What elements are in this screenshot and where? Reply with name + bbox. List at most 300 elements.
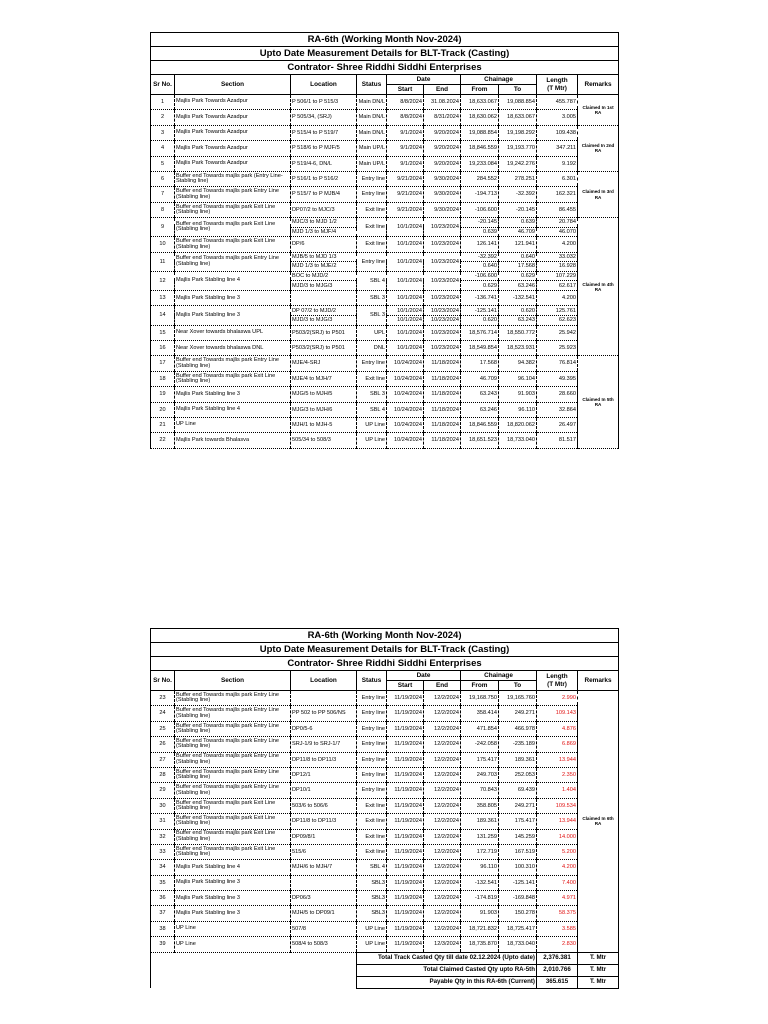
section-cell: Majlis Park Towards Azadpur <box>175 110 291 125</box>
col-status: Status <box>357 75 387 95</box>
start-date-cell: 11/19/2024 <box>387 706 424 721</box>
status-cell: Exit line <box>357 844 387 859</box>
col-date: Date <box>387 671 461 681</box>
end-date-cell: 11/18/2024 <box>424 402 461 417</box>
total-unit: T. Mtr <box>578 964 619 976</box>
sr-number: 7 <box>151 187 175 202</box>
end-date-cell: 12/2/2024 <box>424 829 461 844</box>
sr-number: 23 <box>151 691 175 706</box>
start-date-cell: 10/24/2024 <box>387 418 424 433</box>
location-cell: P 515/7 to P MJB/4 <box>291 187 357 202</box>
table-row <box>151 402 619 417</box>
sr-number: 35 <box>151 875 175 890</box>
measurement-table-2 <box>150 628 619 989</box>
start-date-cell: 9/1/2024 <box>387 141 424 156</box>
sheet-subtitle: Upto Date Measurement Details for BLT-Track (Casting) <box>151 643 619 657</box>
spacer <box>151 952 357 964</box>
length-cell: 125.761 <box>537 306 578 316</box>
section-cell: Majlis Park Stabling line 3 <box>175 387 291 402</box>
section-cell: Majlis Park Stabling line 3 <box>175 875 291 890</box>
location-cell: BOC to MJD/2 <box>291 271 357 281</box>
sr-number: 13 <box>151 291 175 306</box>
end-date-cell: 10/23/2024 <box>424 237 461 252</box>
col-start: Start <box>387 85 424 95</box>
measurement-sheet-2 <box>150 628 618 989</box>
sr-number: 9 <box>151 218 175 237</box>
col-location: Location <box>291 75 357 95</box>
status-cell: Exit line <box>357 371 387 386</box>
chainage-to-cell: 18,733.040 <box>499 937 537 952</box>
start-date-cell: 11/19/2024 <box>387 814 424 829</box>
location-cell: DP10/1 <box>291 783 357 798</box>
table-row <box>151 875 619 890</box>
col-to: To <box>499 85 537 95</box>
status-cell: Main DN/L <box>357 110 387 125</box>
start-date-cell: 11/19/2024 <box>387 767 424 782</box>
status-cell: Main DN/L <box>357 95 387 110</box>
start-date-cell: 11/19/2024 <box>387 737 424 752</box>
location-cell: PP 502 to PP 506/NS <box>291 706 357 721</box>
location-cell: 515/6 <box>291 844 357 859</box>
table-row <box>151 937 619 952</box>
length-cell: 107.229 <box>537 271 578 281</box>
total-row <box>151 964 619 976</box>
table-row <box>151 171 619 186</box>
table-row <box>151 767 619 782</box>
status-cell: Entry line <box>357 706 387 721</box>
section-cell: Buffer end Towards majlis park Exit Line (Stabling line) <box>175 202 291 217</box>
location-cell: MJE/4-SRJ <box>291 356 357 371</box>
end-date-cell: 12/2/2024 <box>424 798 461 813</box>
sr-number: 12 <box>151 271 175 290</box>
end-date-cell: 11/18/2024 <box>424 433 461 448</box>
end-date-cell: 12/2/2024 <box>424 814 461 829</box>
sr-number: 19 <box>151 387 175 402</box>
chainage-to-cell: 175.417 <box>499 814 537 829</box>
chainage-from-cell: 18,576.714 <box>461 325 499 340</box>
col-remarks: Remarks <box>578 671 619 691</box>
section-cell: Buffer end Towards majlis park Exit Line (Stabling line) <box>175 237 291 252</box>
start-date-cell: 11/19/2024 <box>387 844 424 859</box>
sr-number: 33 <box>151 844 175 859</box>
chainage-to-cell: 19,165.760 <box>499 691 537 706</box>
start-date-cell: 8/8/2024 <box>387 95 424 110</box>
location-cell: P 519/4-6, DN/L <box>291 156 357 171</box>
length-cell: 2.350 <box>537 767 578 782</box>
location-cell: MJH/5 to DP09/1 <box>291 906 357 921</box>
length-cell: 109.143 <box>537 706 578 721</box>
chainage-from-cell: -242.058 <box>461 737 499 752</box>
chainage-from-cell: 284.552 <box>461 171 499 186</box>
contractor-name: Contrator- Shree Riddhi Siddhi Enterprises <box>151 657 619 671</box>
chainage-to-cell: -20.145 <box>499 202 537 217</box>
start-date-cell: 9/1/2024 <box>387 125 424 140</box>
location-cell <box>291 291 357 306</box>
spacer <box>151 964 357 976</box>
start-date-cell: 11/19/2024 <box>387 906 424 921</box>
end-date-cell: 10/23/2024 <box>424 325 461 340</box>
chainage-to-cell: 0.620 <box>499 306 537 316</box>
end-date-cell: 9/20/2024 <box>424 125 461 140</box>
end-date-cell: 11/18/2024 <box>424 387 461 402</box>
chainage-from-cell: 18,846.559 <box>461 418 499 433</box>
end-date-cell: 9/30/2024 <box>424 202 461 217</box>
location-cell: MJH/6 to MJH/7 <box>291 860 357 875</box>
sr-number: 34 <box>151 860 175 875</box>
chainage-from-cell: 358.414 <box>461 706 499 721</box>
section-cell: Buffer end Towards majlis park Entry Line (Stabling line) <box>175 752 291 767</box>
length-cell: 62.623 <box>537 316 578 326</box>
start-date-cell: 11/19/2024 <box>387 752 424 767</box>
sheet-title: RA-6th (Working Month Nov-2024) <box>151 33 619 47</box>
status-cell: Entry line <box>357 691 387 706</box>
status-cell: SBL 3 <box>357 387 387 402</box>
section-cell: Buffer end Towards majlis park Exit Line (Stabling line) <box>175 844 291 859</box>
location-cell: DP06/3 <box>291 891 357 906</box>
end-date-cell: 12/3/2024 <box>424 937 461 952</box>
table-row <box>151 721 619 736</box>
sr-number: 27 <box>151 752 175 767</box>
chainage-from-cell: -20.145 <box>461 218 499 228</box>
location-cell: 505/34 to 508/3 <box>291 433 357 448</box>
chainage-to-cell: 17.568 <box>499 262 537 272</box>
status-cell: Exit line <box>357 829 387 844</box>
length-cell: 58.375 <box>537 906 578 921</box>
end-date-cell: 9/30/2024 <box>424 187 461 202</box>
sheet-title: RA-6th (Working Month Nov-2024) <box>151 629 619 643</box>
chainage-to-cell: 19,198.292 <box>499 125 537 140</box>
length-cell: 26.497 <box>537 418 578 433</box>
length-cell: 62.617 <box>537 281 578 291</box>
total-row <box>151 976 619 988</box>
chainage-to-cell: 145.259 <box>499 829 537 844</box>
length-cell: 2.830 <box>537 937 578 952</box>
chainage-from-cell: 70.843 <box>461 783 499 798</box>
chainage-to-cell: 91.903 <box>499 387 537 402</box>
chainage-from-cell: 19,233.084 <box>461 156 499 171</box>
start-date-cell: 10/24/2024 <box>387 433 424 448</box>
end-date-cell: 12/2/2024 <box>424 875 461 890</box>
location-cell: 507/8 <box>291 921 357 936</box>
location-cell: P 506/1 to P 515/3 <box>291 95 357 110</box>
sr-number: 5 <box>151 156 175 171</box>
location-cell: 508/4 to 508/3 <box>291 937 357 952</box>
chainage-to-cell: 167.519 <box>499 844 537 859</box>
end-date-cell: 12/2/2024 <box>424 721 461 736</box>
length-cell: 13.944 <box>537 752 578 767</box>
col-to: To <box>499 681 537 691</box>
table-row <box>151 187 619 202</box>
end-date-cell: 10/23/2024 <box>424 341 461 356</box>
length-cell: 7.400 <box>537 875 578 890</box>
sr-number: 14 <box>151 306 175 325</box>
chainage-from-cell: -32.392 <box>461 252 499 262</box>
sr-number: 39 <box>151 937 175 952</box>
table-row <box>151 156 619 171</box>
chainage-from-cell: 19,088.854 <box>461 125 499 140</box>
start-date-cell: 11/19/2024 <box>387 783 424 798</box>
table-row <box>151 218 619 228</box>
sheet-subtitle: Upto Date Measurement Details for BLT-Track (Casting) <box>151 47 619 61</box>
length-cell: 109.534 <box>537 798 578 813</box>
length-cell: 455.787 <box>537 95 578 110</box>
chainage-from-cell: 189.361 <box>461 814 499 829</box>
table-row <box>151 341 619 356</box>
start-date-cell: 9/1/2024 <box>387 156 424 171</box>
chainage-from-cell: 131.259 <box>461 829 499 844</box>
chainage-to-cell: 96.110 <box>499 402 537 417</box>
location-cell: MJE/4 to MJH/7 <box>291 371 357 386</box>
section-cell: Buffer end Towards majlis park Entry Line (Stabling line) <box>175 252 291 271</box>
end-date-cell: 11/18/2024 <box>424 356 461 371</box>
length-cell: 4.200 <box>537 237 578 252</box>
chainage-from-cell: 19,168.750 <box>461 691 499 706</box>
sr-number: 38 <box>151 921 175 936</box>
length-cell: 25.923 <box>537 341 578 356</box>
location-cell: DP09/8/1 <box>291 829 357 844</box>
length-cell: 46.070 <box>537 227 578 237</box>
col-from: From <box>461 681 499 691</box>
chainage-from-cell: 0.629 <box>461 281 499 291</box>
start-date-cell: 10/1/2024 <box>387 218 424 237</box>
status-cell: Entry line <box>357 356 387 371</box>
status-cell: DNL <box>357 341 387 356</box>
sr-number: 31 <box>151 814 175 829</box>
status-cell: Entry line <box>357 737 387 752</box>
chainage-to-cell: 249.271 <box>499 798 537 813</box>
length-cell: 109.438 <box>537 125 578 140</box>
sr-number: 1 <box>151 95 175 110</box>
location-cell: P 515/4 to P 519/7 <box>291 125 357 140</box>
section-cell: Majlis Park towards Bhalasva <box>175 433 291 448</box>
start-date-cell: 10/1/2024 <box>387 291 424 306</box>
end-date-cell: 12/2/2024 <box>424 906 461 921</box>
table-row <box>151 237 619 252</box>
end-date-cell: 31.08.2024 <box>424 95 461 110</box>
sr-number: 26 <box>151 737 175 752</box>
table-row <box>151 125 619 140</box>
length-cell: 3.585 <box>537 921 578 936</box>
remark-cell: Claimed In 6th RA <box>578 691 619 953</box>
total-value: 2,376.381 <box>537 952 578 964</box>
location-cell <box>291 875 357 890</box>
col-section: Section <box>175 671 291 691</box>
length-cell: 13.944 <box>537 814 578 829</box>
table-row <box>151 387 619 402</box>
section-cell: Majlis Park Stabling line 3 <box>175 306 291 325</box>
status-cell: UP Line <box>357 433 387 448</box>
table-row <box>151 95 619 110</box>
col-section: Section <box>175 75 291 95</box>
col-from: From <box>461 85 499 95</box>
table-row <box>151 752 619 767</box>
length-cell: 20.784 <box>537 218 578 228</box>
status-cell: Entry line <box>357 252 387 271</box>
total-unit: T. Mtr <box>578 952 619 964</box>
chainage-to-cell: 69.439 <box>499 783 537 798</box>
section-cell: Buffer end Towards majlis park Exit Line (Stabling line) <box>175 798 291 813</box>
chainage-from-cell: 18,630.062 <box>461 110 499 125</box>
sr-number: 6 <box>151 171 175 186</box>
location-cell: 503/6 to 506/6 <box>291 798 357 813</box>
col-length: Length (T Mtr) <box>537 75 578 95</box>
chainage-from-cell: -125.141 <box>461 306 499 316</box>
col-end: End <box>424 681 461 691</box>
table-row <box>151 418 619 433</box>
length-cell: 49.395 <box>537 371 578 386</box>
table-row <box>151 371 619 386</box>
sr-number: 30 <box>151 798 175 813</box>
length-cell: 32.864 <box>537 402 578 417</box>
table-row <box>151 706 619 721</box>
section-cell: Majlis Park Towards Azadpur <box>175 156 291 171</box>
status-cell: SBL 4 <box>357 402 387 417</box>
end-date-cell: 12/2/2024 <box>424 691 461 706</box>
status-cell: SBL 3 <box>357 306 387 325</box>
length-cell: 3.005 <box>537 110 578 125</box>
total-value: 365.615 <box>537 976 578 988</box>
sr-number: 21 <box>151 418 175 433</box>
section-cell: UP Line <box>175 937 291 952</box>
table-row <box>151 325 619 340</box>
chainage-from-cell: -136.741 <box>461 291 499 306</box>
chainage-to-cell: 18,633.067 <box>499 110 537 125</box>
sr-number: 16 <box>151 341 175 356</box>
length-cell: 33.032 <box>537 252 578 262</box>
remark-cell: Claimed In 1st RA <box>578 95 619 126</box>
total-label: Total Track Casted Qty till date 02.12.2024 (Upto date) <box>357 952 537 964</box>
chainage-from-cell: 18,633.067 <box>461 95 499 110</box>
sr-number: 37 <box>151 906 175 921</box>
sr-number: 11 <box>151 252 175 271</box>
status-cell: Main UP/L <box>357 156 387 171</box>
start-date-cell: 10/1/2024 <box>387 325 424 340</box>
end-date-cell: 12/2/2024 <box>424 752 461 767</box>
table-row <box>151 798 619 813</box>
end-date-cell: 10/23/2024 <box>424 218 461 237</box>
section-cell: Buffer end Towards majlis park Exit Line (Stabling line) <box>175 814 291 829</box>
chainage-to-cell: 249.271 <box>499 706 537 721</box>
col-start: Start <box>387 681 424 691</box>
table-body-2 <box>151 691 619 953</box>
location-cell <box>291 691 357 706</box>
sr-number: 29 <box>151 783 175 798</box>
location-cell: MJB/5 to MJD 1/3 <box>291 252 357 262</box>
status-cell: UPL <box>357 325 387 340</box>
table-row <box>151 141 619 156</box>
chainage-from-cell: 172.719 <box>461 844 499 859</box>
sr-number: 28 <box>151 767 175 782</box>
start-date-cell: 9/21/2024 <box>387 202 424 217</box>
table-row <box>151 433 619 448</box>
section-cell: Buffer end Towards majlis park Entry Line (Stabling line) <box>175 356 291 371</box>
status-cell: Entry line <box>357 783 387 798</box>
status-cell: Entry line <box>357 187 387 202</box>
end-date-cell: 9/30/2024 <box>424 171 461 186</box>
section-cell: Majlis Park Towards Azadpur <box>175 125 291 140</box>
chainage-to-cell: 19,193.770 <box>499 141 537 156</box>
chainage-from-cell: -132.541 <box>461 875 499 890</box>
end-date-cell: 10/23/2024 <box>424 316 461 326</box>
location-cell: MJG/3 to MJH/6 <box>291 402 357 417</box>
chainage-from-cell: 175.417 <box>461 752 499 767</box>
chainage-to-cell: 18,550.772 <box>499 325 537 340</box>
spacer <box>151 976 357 988</box>
end-date-cell: 10/23/2024 <box>424 306 461 316</box>
section-cell: Buffer end Towards majlis park Entry Line (Stabling line) <box>175 767 291 782</box>
total-label: Payable Qty in this RA-6th (Current) <box>357 976 537 988</box>
location-cell: P503/2(SRJ) to P501 <box>291 341 357 356</box>
table-row <box>151 110 619 125</box>
table-row <box>151 691 619 706</box>
status-cell: Exit line <box>357 814 387 829</box>
chainage-from-cell: 18,549.854 <box>461 341 499 356</box>
sr-number: 20 <box>151 402 175 417</box>
section-cell: Buffer end Towards majlis park Exit Line (Stabling line) <box>175 218 291 237</box>
totals-section <box>151 952 619 988</box>
end-date-cell: 12/2/2024 <box>424 706 461 721</box>
chainage-from-cell: -106.600 <box>461 202 499 217</box>
section-cell: Near Xover towards bhalaswa UPL <box>175 325 291 340</box>
chainage-from-cell: 471.854 <box>461 721 499 736</box>
start-date-cell: 11/19/2024 <box>387 937 424 952</box>
col-chainage: Chainage <box>461 671 537 681</box>
status-cell: Entry line <box>357 752 387 767</box>
table-row <box>151 891 619 906</box>
start-date-cell: 9/21/2024 <box>387 171 424 186</box>
table-row <box>151 814 619 829</box>
end-date-cell: 11/18/2024 <box>424 418 461 433</box>
section-cell: Majlis Park Stabling line 4 <box>175 402 291 417</box>
section-cell: Buffer end Towards majlis park Entry Line (Stabling line) <box>175 721 291 736</box>
chainage-from-cell: 46.709 <box>461 371 499 386</box>
col-sr: Sr No. <box>151 671 175 691</box>
start-date-cell: 11/19/2024 <box>387 691 424 706</box>
chainage-to-cell: -235.189 <box>499 737 537 752</box>
start-date-cell: 11/19/2024 <box>387 875 424 890</box>
chainage-to-cell: 0.629 <box>499 271 537 281</box>
chainage-to-cell: 63.243 <box>499 316 537 326</box>
sr-number: 3 <box>151 125 175 140</box>
section-cell: Buffer end Towards majlis park Entry Line (Stabling line) <box>175 691 291 706</box>
section-cell: Majlis Park Stabling line 3 <box>175 891 291 906</box>
status-cell: Exit line <box>357 218 387 237</box>
length-cell: 16.928 <box>537 262 578 272</box>
location-cell: MJC/3 to MJD 1/2 <box>291 218 357 228</box>
length-cell: 25.942 <box>537 325 578 340</box>
total-row <box>151 952 619 964</box>
location-cell: P 505/34, (SRJ) <box>291 110 357 125</box>
table-row <box>151 306 619 316</box>
start-date-cell: 11/19/2024 <box>387 921 424 936</box>
location-cell: MJD 1/3 to MJF/4 <box>291 227 357 237</box>
section-cell: Majlis Park Stabling line 4 <box>175 271 291 290</box>
remark-cell: Claimed In 2nd RA <box>578 125 619 171</box>
status-cell: UP Line <box>357 921 387 936</box>
location-cell: MJD/3 to MJG/3 <box>291 316 357 326</box>
table-row <box>151 844 619 859</box>
sr-number: 25 <box>151 721 175 736</box>
chainage-to-cell: 46.709 <box>499 227 537 237</box>
sr-number: 4 <box>151 141 175 156</box>
col-length: Length (T Mtr) <box>537 671 578 691</box>
remark-cell: Claimed In 3rd RA <box>578 171 619 217</box>
start-date-cell: 11/19/2024 <box>387 721 424 736</box>
chainage-to-cell: 63.246 <box>499 281 537 291</box>
table-row <box>151 921 619 936</box>
length-cell: 76.814 <box>537 356 578 371</box>
sr-number: 24 <box>151 706 175 721</box>
